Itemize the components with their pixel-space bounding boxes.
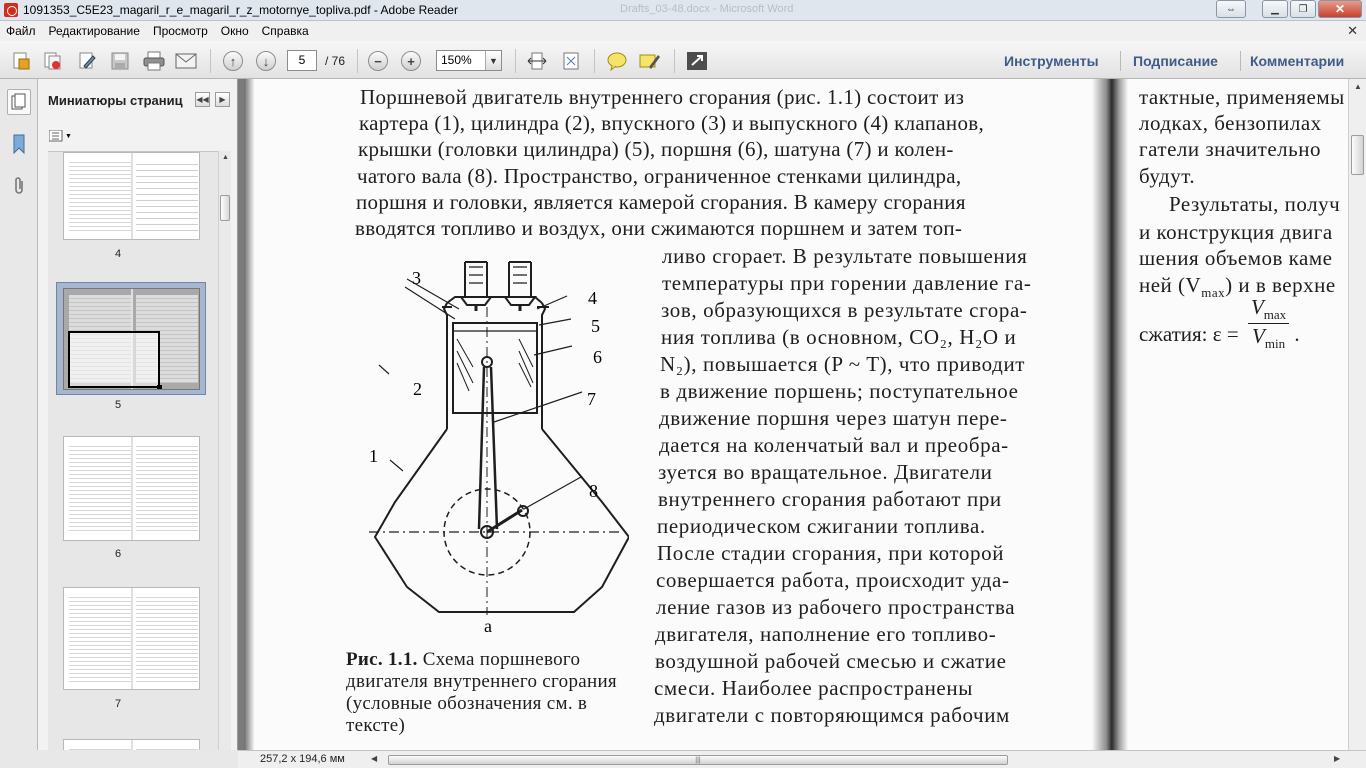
thumbnail-label: 7 (114, 698, 122, 710)
next-page-button[interactable] (255, 50, 277, 72)
text-line: зуется во вращательное. Двигатели (658, 460, 993, 484)
scroll-up-icon[interactable]: ▲ (1354, 81, 1362, 91)
horizontal-scroll-thumb[interactable]: ||| (388, 755, 1008, 765)
zoom-out-button[interactable] (367, 50, 389, 72)
text-fragment: ) и в верхне (1225, 273, 1336, 297)
engine-diagram (359, 247, 629, 641)
tools-link[interactable]: Инструменты (1004, 53, 1099, 69)
text-line: совершается работа, происходит уда- (656, 568, 1010, 592)
text-line: смеси. Наиболее распространены (654, 676, 973, 700)
text-line: внутреннего сгорания работают при (658, 487, 1002, 511)
options-dropdown-icon: ▼ (65, 132, 72, 140)
edit-pdf-icon[interactable] (76, 50, 98, 72)
text-line: будут. (1139, 164, 1196, 188)
text-line: чатого вала (8). Пространство, ограниченное стенками цилиндра, (357, 164, 962, 188)
email-icon[interactable] (175, 50, 197, 72)
menu-bar (0, 21, 1366, 41)
figure-label-1: 1 (369, 446, 378, 466)
fit-page-icon[interactable] (560, 50, 582, 72)
close-button[interactable]: ✕ (1318, 0, 1362, 18)
page-total: / 76 (325, 54, 346, 68)
formula-denominator-sub: min (1264, 336, 1286, 352)
minus-icon: − (368, 51, 388, 71)
formula-prefix: сжатия: ε = (1139, 321, 1239, 346)
document-view[interactable] (238, 79, 1366, 750)
text-line: тактные, применяемы (1139, 85, 1345, 109)
save-icon[interactable] (109, 50, 131, 72)
text-line: зов, образующихся в результате сгора- (661, 298, 1028, 322)
formula-denominator: V (1252, 324, 1265, 349)
zoom-select[interactable] (436, 50, 502, 71)
text-line: в движение поршень; поступательное (660, 379, 1019, 403)
swap-windows-button[interactable]: ⇔ (1216, 0, 1246, 18)
scroll-up-icon[interactable]: ▲ (222, 154, 229, 161)
zoom-in-button[interactable] (400, 50, 422, 72)
thumbnails-panel (38, 79, 238, 768)
bookmarks-icon[interactable] (7, 131, 31, 157)
figure-caption (346, 649, 646, 737)
comment-icon[interactable] (606, 50, 628, 72)
comments-link[interactable]: Комментарии (1250, 53, 1345, 69)
text-line: ния топлива (в основном, CO₂, H₂O и (661, 325, 1017, 349)
thumbnail-page-5-selected[interactable] (56, 282, 206, 395)
thumbnail-label: 5 (114, 399, 122, 411)
thumbnail-scrollbar[interactable] (218, 151, 231, 763)
text-line: ливо сгорает. В результате повышения (662, 244, 1028, 268)
figure-label-4: 4 (588, 288, 597, 308)
text-line: температуры при горении давление га- (662, 271, 1032, 295)
subscript-max: max (1201, 285, 1226, 301)
vertical-scroll-thumb[interactable] (1351, 135, 1364, 175)
menu-help[interactable]: Справка (261, 24, 309, 38)
navigation-rail (0, 79, 38, 768)
formula-suffix: . (1294, 321, 1300, 346)
caption-text: Схема поршневого двигателя внутреннего сгорания (условные обозначения см. в тексте) (346, 649, 617, 736)
page-size-indicator: 257,2 x 194,6 мм (260, 753, 345, 765)
menu-file[interactable]: Файл (6, 24, 36, 38)
thumbnail-scroll-thumb[interactable] (220, 195, 230, 221)
thumbnail-list (48, 151, 218, 763)
print-icon[interactable] (143, 50, 165, 72)
title-bar (0, 0, 1366, 21)
scroll-left-icon[interactable]: ◀ (371, 754, 378, 763)
page-number-input[interactable]: 5 (287, 50, 317, 71)
toolbar (0, 41, 1366, 79)
sign-link[interactable]: Подписание (1133, 53, 1218, 69)
text-line: картера (1), цилиндра (2), впускного (3) и выпускного (4) клапанов, (359, 111, 985, 135)
minimize-button[interactable]: ▁ (1262, 0, 1288, 18)
collapse-panel-icon[interactable]: ◀◀ (195, 92, 210, 107)
text-line: движение поршня через шатун пере- (659, 406, 1008, 430)
plus-icon: + (401, 51, 421, 71)
text-fragment: ней (V (1139, 273, 1202, 297)
thumbnail-label: 6 (114, 548, 122, 560)
maximize-button[interactable]: ❐ (1290, 0, 1316, 18)
full-screen-icon[interactable] (686, 50, 708, 72)
fit-width-icon[interactable] (526, 50, 548, 72)
text-line: двигателя, наполнение его топливо- (655, 622, 997, 646)
figure-label-3: 3 (412, 268, 421, 288)
menu-view[interactable]: Просмотр (152, 24, 208, 38)
text-line: ление газов из рабочего пространства (656, 595, 1016, 619)
zoom-value: 150% (441, 53, 472, 67)
expand-panel-icon[interactable]: ▶ (215, 92, 230, 107)
chevron-down-icon[interactable]: ▼ (485, 51, 501, 70)
attachments-icon[interactable] (7, 173, 31, 199)
background-window-title: Drafts_03-48.docx - Microsoft Word (620, 3, 794, 15)
figure-label-6: 6 (593, 347, 602, 367)
text-line: воздушной рабочей смесью и сжатие (655, 649, 1007, 673)
scroll-right-icon[interactable]: ▶ (1334, 754, 1341, 763)
figure-label-8: 8 (589, 481, 598, 501)
text-line: периодическом сжигании топлива. (657, 514, 986, 538)
text-line: поршня и головки, является камерой сгорания. В камеру сгорания (356, 190, 966, 214)
highlight-icon[interactable] (639, 50, 661, 72)
text-line: N₂), повышается (P ~ T), что приводит (660, 352, 1026, 376)
arrow-down-icon: ↓ (256, 51, 276, 71)
thumbnails-panel-title: Миниатюры страниц (48, 92, 183, 108)
text-line: После стадии сгорания, при которой (657, 541, 1005, 565)
figure-label-2: 2 (413, 379, 422, 399)
formula-numerator: V (1250, 295, 1264, 319)
text-line: дается на коленчатый вал и преобра- (659, 433, 1009, 457)
create-pdf-icon[interactable] (10, 50, 32, 72)
close-document-icon[interactable]: ✕ (1347, 23, 1358, 38)
text-line: Поршневой двигатель внутреннего сгорания (рис. 1.1) состоит из (360, 85, 965, 109)
pdf-page (244, 79, 1348, 750)
previous-page-button[interactable] (222, 50, 244, 72)
caption-number: Рис. 1.1. (346, 649, 418, 670)
text-line: лодках, бензопилах (1139, 111, 1322, 135)
page-thumbnails-icon[interactable] (7, 89, 31, 115)
figure-label-a: а (484, 616, 492, 636)
text-line: Результаты, получ (1169, 192, 1341, 216)
combine-files-icon[interactable] (42, 50, 64, 72)
viewport-indicator[interactable] (68, 331, 160, 388)
text-line: вводятся топливо и воздух, они сжимаются поршнем и затем топ- (355, 216, 963, 240)
document-vertical-scrollbar[interactable] (1348, 79, 1366, 750)
text-line: гатели значительно (1139, 137, 1321, 161)
figure-label-5: 5 (591, 316, 600, 336)
adobe-reader-icon (4, 3, 18, 17)
piston-engine-schematic (359, 247, 629, 637)
compression-ratio-formula (1139, 295, 1300, 358)
window-title: 1091353_C5E23_magaril_r_e_magaril_r_z_motornye_topliva.pdf - Adobe Reader (23, 3, 458, 17)
status-bar (238, 750, 1366, 768)
formula-numerator-sub: max (1263, 307, 1287, 323)
text-line: шения объемов каме (1139, 246, 1333, 270)
text-line: двигатели с повторяющимся рабочим (654, 703, 1010, 727)
figure-label-7: 7 (587, 389, 596, 409)
thumbnail-label: 4 (114, 248, 122, 260)
arrow-up-icon: ↑ (223, 51, 243, 71)
text-line: крышки (головки цилиндра) (5), поршня (6), шатуна (7) и колен- (358, 137, 954, 161)
menu-edit[interactable]: Редактирование (48, 24, 140, 38)
thumbnail-options-button[interactable] (49, 127, 75, 145)
text-line: и конструкция двига (1139, 220, 1333, 244)
menu-window[interactable]: Окно (220, 24, 249, 38)
